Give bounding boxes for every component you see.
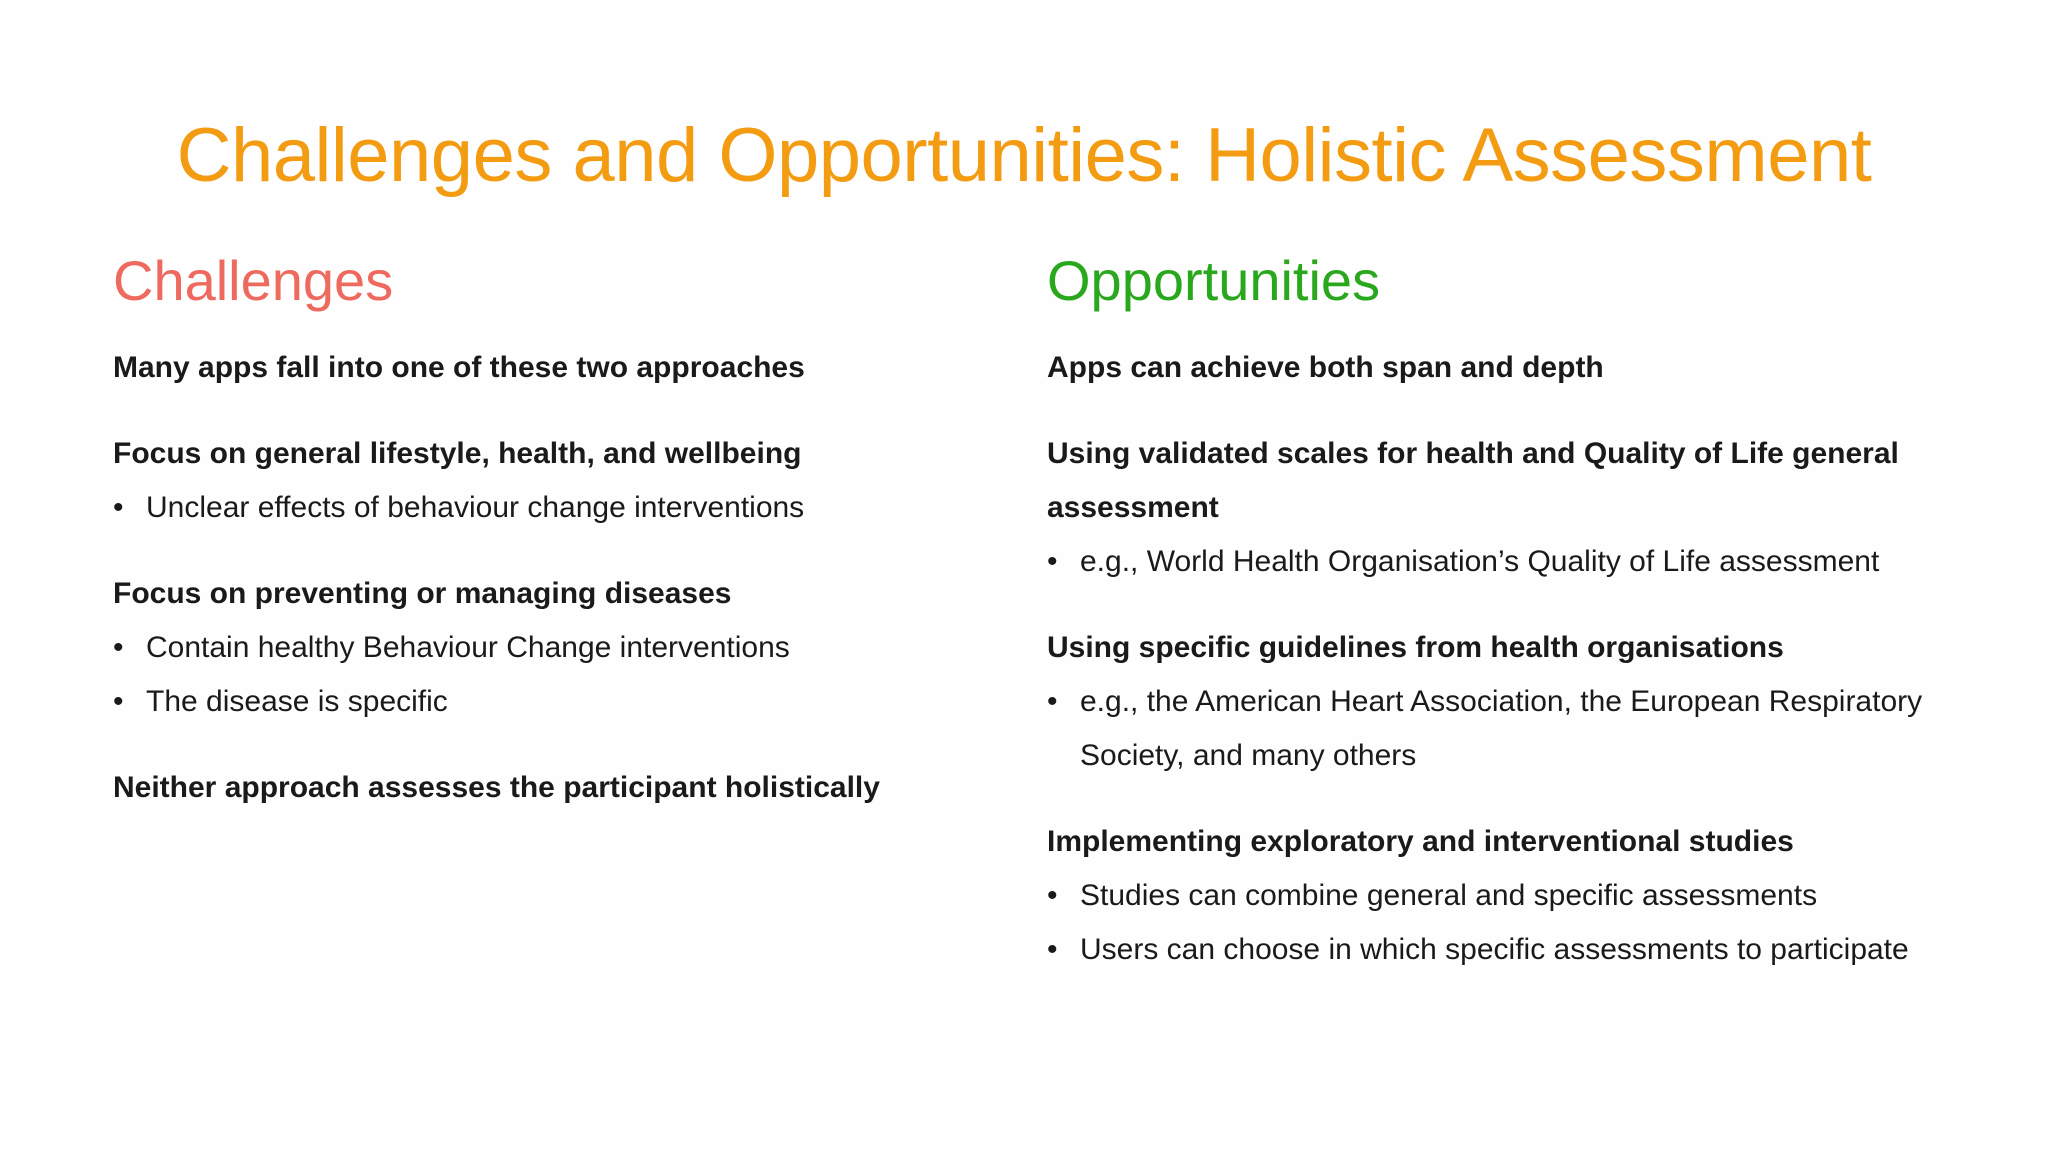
list-item (1047, 675, 2007, 783)
opportunities-group3-list (1047, 869, 2007, 977)
challenges-intro: Many apps fall into one of these two approaches (113, 351, 805, 384)
challenges-group2-list (113, 621, 1013, 729)
list-item-text: Contain healthy Behaviour Change interventions (146, 631, 790, 664)
list-item (113, 675, 1013, 729)
slide-title: Challenges and Opportunities: Holistic Assessment (176, 113, 1872, 198)
challenges-group1-list (113, 481, 1013, 535)
spacer (113, 535, 1013, 567)
opportunities-intro: Apps can achieve both span and depth (1047, 351, 1604, 384)
list-item (1047, 869, 2007, 923)
spacer (1047, 589, 2007, 621)
list-item-text: Users can choose in which specific assessments to participate (1080, 933, 1909, 966)
bullet-icon: • (113, 685, 124, 718)
opportunities-group2-heading: Using specific guidelines from health organisations (1047, 631, 1784, 664)
list-item-text: The disease is specific (146, 685, 448, 718)
challenges-group2-heading: Focus on preventing or managing diseases (113, 577, 732, 610)
list-item-text: e.g., the American Heart Association, the European Respiratory Society, and many others (1080, 685, 1923, 772)
bullet-icon: • (1047, 879, 1058, 912)
opportunities-column (1047, 245, 2007, 977)
list-item (113, 481, 1013, 535)
list-item-text: Studies can combine general and specific assessments (1080, 879, 1818, 912)
list-item (1047, 923, 2007, 977)
bullet-icon: • (1047, 545, 1058, 578)
bullet-icon: • (113, 491, 124, 524)
spacer (1047, 783, 2007, 815)
bullet-icon: • (113, 631, 124, 664)
opportunities-group3-heading: Implementing exploratory and interventional studies (1047, 825, 1794, 858)
bullet-icon: • (1047, 933, 1058, 966)
list-item (1047, 535, 2007, 589)
list-item-text: Unclear effects of behaviour change interventions (146, 491, 805, 524)
list-item (113, 621, 1013, 675)
spacer (1047, 395, 2007, 427)
challenges-column (113, 245, 1013, 815)
bullet-icon: • (1047, 685, 1058, 718)
challenges-heading: Challenges (113, 249, 394, 312)
list-item-text: e.g., World Health Organisation’s Quality of Life assessment (1080, 545, 1880, 578)
opportunities-group1-heading: Using validated scales for health and Quality of Life general assessment (1047, 437, 1899, 524)
challenges-conclusion: Neither approach assesses the participant holistically (113, 771, 880, 804)
opportunities-group1-list (1047, 535, 2007, 589)
opportunities-heading: Opportunities (1047, 249, 1381, 312)
spacer (113, 395, 1013, 427)
challenges-group1-heading: Focus on general lifestyle, health, and wellbeing (113, 437, 802, 470)
opportunities-group2-list (1047, 675, 2007, 783)
spacer (113, 729, 1013, 761)
